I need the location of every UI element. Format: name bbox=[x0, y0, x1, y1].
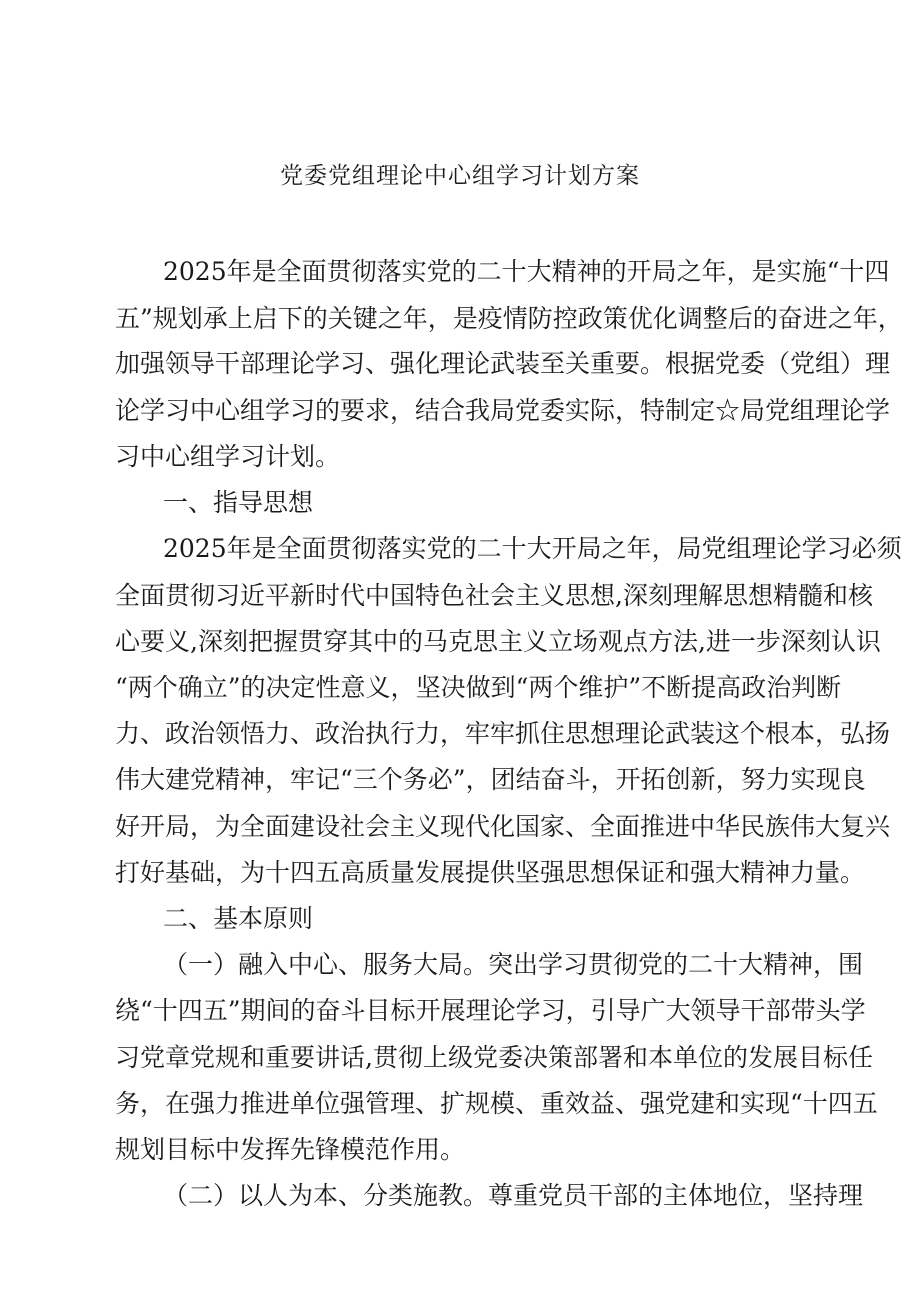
paragraph-line: （二）以人为本、分类施教。尊重党员干部的主体地位，坚持理 bbox=[163, 1181, 864, 1210]
paragraph-line: 2025年是全面贯彻落实党的二十大精神的开局之年，是实施“十四 bbox=[163, 257, 890, 286]
section-heading-basic-principles: 二、基本原则 bbox=[163, 904, 314, 933]
paragraph-line: 习中心组学习计划。 bbox=[115, 442, 341, 471]
paragraph-line: （一）融入中心、服务大局。突出学习贯彻党的二十大精神，围 bbox=[163, 950, 864, 979]
paragraph-line: 打好基础，为十四五高质量发展提供坚强思想保证和强大精神力量。 bbox=[115, 858, 866, 887]
paragraph-line: 伟大建党精神，牢记“三个务必”，团结奋斗，开拓创新，努力实现良 bbox=[115, 765, 866, 794]
paragraph-line: 心要义,深刻把握贯穿其中的马克思主义立场观点方法,进一步深刻认识 bbox=[115, 627, 881, 656]
document-title: 党委党组理论中心组学习计划方案 bbox=[280, 163, 640, 189]
paragraph-line: 力、政治领悟力、政治执行力，牢牢抓住思想理论武装这个根本，弘扬 bbox=[115, 719, 891, 748]
paragraph-line: 习党章党规和重要讲话,贯彻上级党委决策部署和本单位的发展目标任 bbox=[115, 1043, 873, 1072]
paragraph-line: 加强领导干部理论学习、强化理论武装至关重要。根据党委（党组）理 bbox=[115, 349, 891, 378]
paragraph-line: 务，在强力推进单位强管理、扩规模、重效益、强党建和实现“十四五 bbox=[115, 1089, 878, 1118]
section-heading-guiding-ideology: 一、指导思想 bbox=[163, 488, 314, 517]
paragraph-line: 全面贯彻习近平新时代中国特色社会主义思想,深刻理解思想精髓和核 bbox=[115, 581, 873, 610]
paragraph-line: 论学习中心组学习的要求，结合我局党委实际，特制定☆局党组理论学 bbox=[115, 396, 891, 425]
paragraph-line: 规划目标中发挥先锋模范作用。 bbox=[115, 1135, 466, 1164]
paragraph-line: “两个确立”的决定性意义，坚决做到“两个维护”不断提高政治判断 bbox=[115, 673, 842, 702]
paragraph-line: 2025年是全面贯彻落实党的二十大开局之年，局党组理论学习必须 bbox=[163, 534, 902, 563]
paragraph-line: 五”规划承上启下的关键之年，是疫情防控政策优化调整后的奋进之年， bbox=[115, 304, 903, 333]
paragraph-line: 绕“十四五”期间的奋斗目标开展理论学习，引导广大领导干部带头学 bbox=[115, 996, 866, 1025]
paragraph-line: 好开局，为全面建设社会主义现代化国家、全面推进中华民族伟大复兴 bbox=[115, 812, 891, 841]
